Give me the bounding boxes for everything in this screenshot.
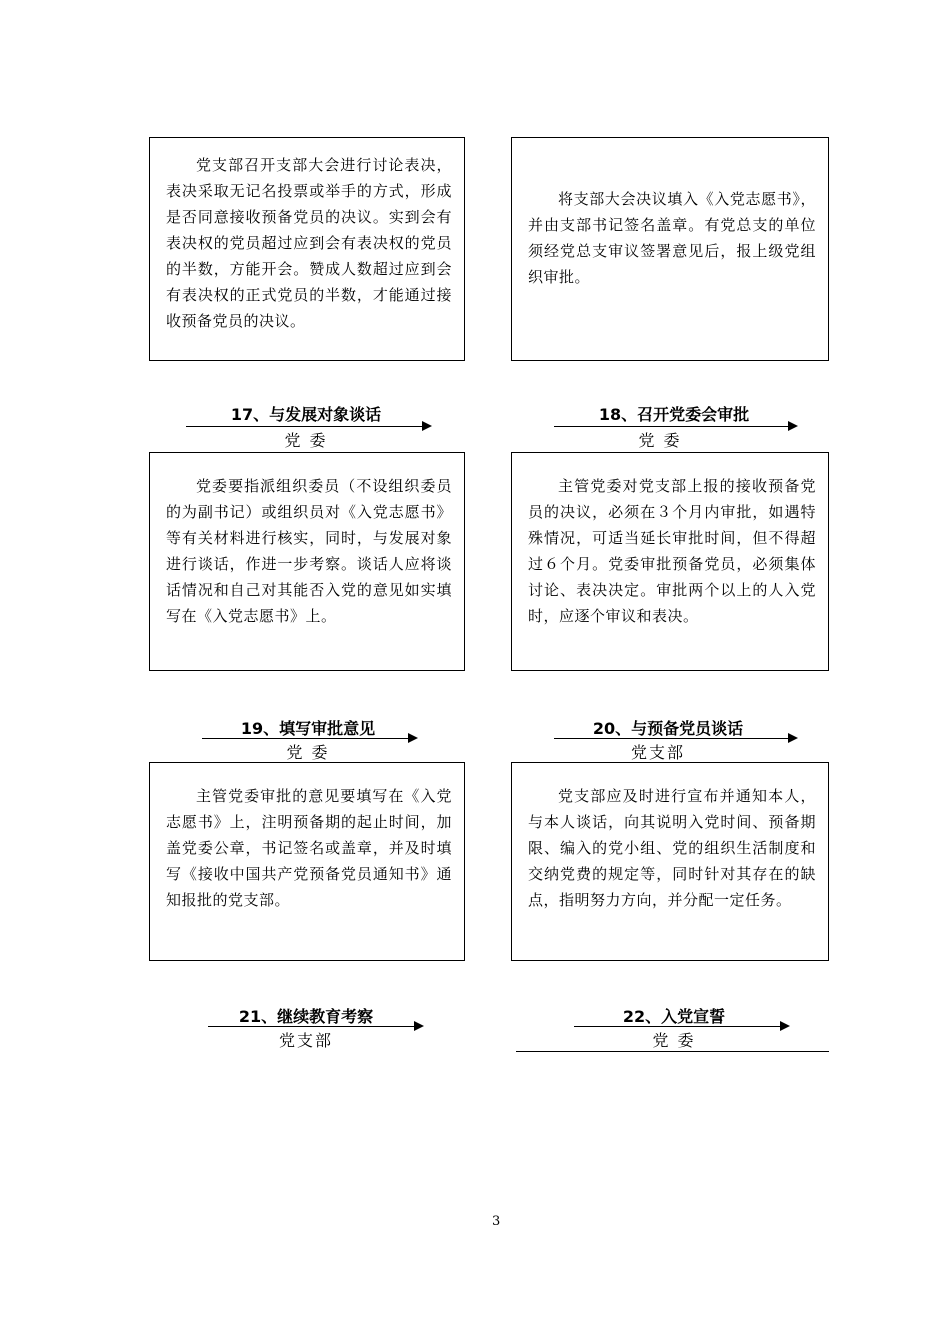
step22-underline [516,1051,829,1052]
step19-dept: 党 委 [286,743,330,762]
step18-title: 18、召开党委会审批 [598,405,750,424]
step18-dept: 党 委 [638,431,682,450]
step20-dept: 党支部 [630,743,685,762]
box-step20-description: 党支部应及时进行宣布并通知本人，与本人谈话，向其说明入党时间、预备期限、编入的党小组、党的组织生活制度和交纳党费的规定等，同时针对其存在的缺点，指明努力方向，并分配一定任务。 [511,762,829,961]
step22-arrow [574,1026,788,1027]
box-step17-description: 党委要指派组织委员（不设组织委员的为副书记）或组织员对《入党志愿书》等有关材料进行核实，同时，与发展对象进行谈话，作进一步考察。谈话人应将谈话情况和自己对其能否入党的意见如实填写在《入党志愿书》上。 [149,452,465,671]
step18-arrow [554,426,796,427]
step22-dept: 党 委 [652,1031,696,1050]
box-step18-description: 主管党委对党支部上报的接收预备党员的决议，必须在３个月内审批，如遇特殊情况，可适当延长审批时间，但不得超过６个月。党委审批预备党员，必须集体讨论、表决决定。审批两个以上的人入党时，应逐个审议和表决。 [511,452,829,671]
step21-dept: 党支部 [278,1031,333,1050]
box-step16-description: 将支部大会决议填入《入党志愿书》，并由支部书记签名盖章。有党总支的单位须经党总支审议签署意见后，报上级党组织审批。 [511,137,829,361]
step17-dept: 党 委 [284,431,328,450]
step22-title: 22、入党宣誓 [622,1007,726,1026]
step19-title: 19、填写审批意见 [240,719,376,738]
step21-title: 21、继续教育考察 [238,1007,374,1026]
step17-title: 17、与发展对象谈话 [230,405,382,424]
step20-arrow [554,738,796,739]
page-number: 3 [492,1214,501,1229]
box-step19-description: 主管党委审批的意见要填写在《入党志愿书》上，注明预备期的起止时间，加盖党委公章，书记签名或盖章，并及时填写《接收中国共产党预备党员通知书》通知报批的党支部。 [149,762,465,961]
step21-arrow [208,1026,422,1027]
step19-arrow [202,738,416,739]
step17-arrow [186,426,430,427]
box-step15-description: 党支部召开支部大会进行讨论表决，表决采取无记名投票或举手的方式，形成是否同意接收预备党员的决议。实到会有表决权的党员超过应到会有表决权的党员的半数，方能开会。赞成人数超过应到会有表决权的正式党员的半数，才能通过接收预备党员的决议。 [149,137,465,361]
step20-title: 20、与预备党员谈话 [592,719,744,738]
